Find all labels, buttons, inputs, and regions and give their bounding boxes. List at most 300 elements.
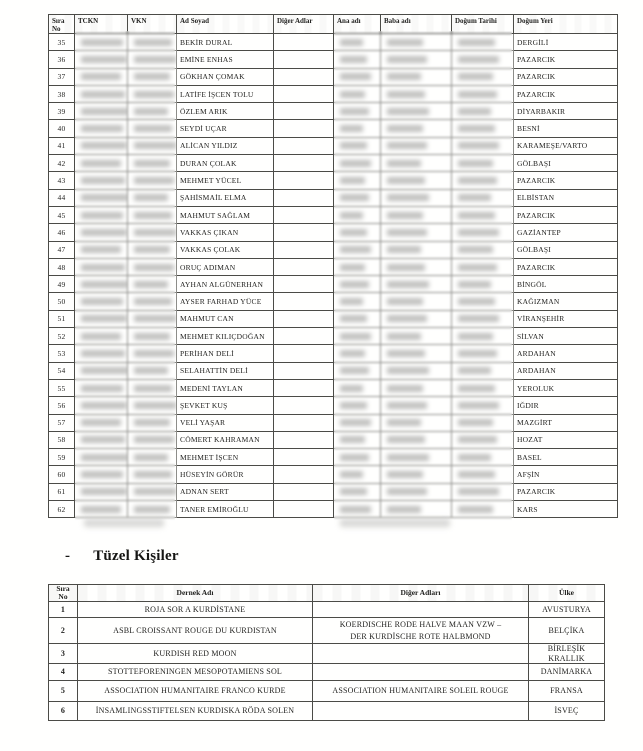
person-row [49,345,618,362]
redacted-cell [452,345,514,362]
redacted-cell [75,501,128,518]
redacted-cell [75,310,128,327]
person-row [49,328,618,345]
entities-col-header-3: Ülke [529,585,605,602]
redacted-cell [334,276,381,293]
person-row [49,293,618,310]
person-no: 45 [49,206,75,223]
redaction-bar [134,315,176,322]
redaction-bar [134,125,172,132]
redaction-bar [134,436,174,443]
empty-cell [274,51,334,68]
redacted-cell [128,68,177,85]
redacted-cell [452,328,514,345]
redaction-bar [134,56,176,63]
redacted-cell [452,120,514,137]
person-no: 44 [49,189,75,206]
person-row [49,68,618,85]
redacted-cell [75,189,128,206]
redaction-bar [134,212,172,219]
entities-col-header-1: Dernek Adı [78,585,313,602]
redacted-cell [75,414,128,431]
redaction-bar [81,436,125,443]
redacted-cell [452,224,514,241]
redacted-cell [75,466,128,483]
redacted-cell [75,397,128,414]
redaction-bar [340,56,367,63]
redacted-cell [381,449,452,466]
person-row [49,103,618,120]
redaction-bar [458,108,491,115]
person-row [49,397,618,414]
person-row [49,379,618,396]
redacted-cell [75,155,128,172]
redaction-bar [387,56,427,63]
redacted-cell [75,137,128,154]
redacted-cell [381,293,452,310]
person-name: MAHMUT SAĞLAM [177,206,274,223]
redaction-bar [134,108,168,115]
redacted-cell [452,449,514,466]
redaction-bar [81,194,128,201]
person-row [49,431,618,448]
person-name: GÖKHAN ÇOMAK [177,68,274,85]
entity-no: 6 [49,702,78,721]
redaction-bar [387,298,423,305]
redacted-cell [381,206,452,223]
entity-row [49,618,605,644]
redaction-bar [81,160,121,167]
empty-cell [274,431,334,448]
person-row [49,85,618,102]
redacted-cell [75,362,128,379]
person-no: 50 [49,293,75,310]
person-name: MEHMET KILIÇDOĞAN [177,328,274,345]
person-birthplace: BİNGÖL [514,276,618,293]
redacted-cell [381,241,452,258]
redacted-cell [128,483,177,500]
persons-col-header-3: Ad Soyad [177,15,274,34]
person-birthplace: VİRANŞEHİR [514,310,618,327]
redacted-cell [452,414,514,431]
redaction-smudge [84,519,164,527]
entity-country: FRANSA [529,681,605,702]
redaction-bar [458,488,499,495]
redaction-bar [134,246,170,253]
person-no: 55 [49,379,75,396]
redacted-cell [334,241,381,258]
person-row [49,224,618,241]
person-no: 35 [49,34,75,51]
redaction-bar [134,264,174,271]
redaction-bar [134,506,170,513]
redacted-cell [381,501,452,518]
person-name: TANER EMİROĞLU [177,501,274,518]
empty-cell [274,137,334,154]
redaction-bar [81,350,125,357]
redacted-cell [334,414,381,431]
entity-other-names [313,644,529,664]
redacted-cell [128,206,177,223]
redaction-bar [387,402,427,409]
redacted-cell [334,501,381,518]
redacted-cell [334,397,381,414]
redaction-bar [134,333,170,340]
redacted-cell [75,345,128,362]
redacted-cell [128,345,177,362]
person-row [49,206,618,223]
person-row [49,189,618,206]
person-name: ALİCAN YILDIZ [177,137,274,154]
redaction-bar [387,454,429,461]
redacted-cell [75,449,128,466]
person-birthplace: ARDAHAN [514,362,618,379]
person-birthplace: PAZARCIK [514,206,618,223]
redacted-cell [128,155,177,172]
redacted-cell [75,51,128,68]
person-name: MAHMUT CAN [177,310,274,327]
redacted-cell [381,172,452,189]
redacted-cell [75,206,128,223]
redacted-cell [334,189,381,206]
redacted-cell [75,34,128,51]
person-name: ŞEVKET KUŞ [177,397,274,414]
entity-no: 5 [49,681,78,702]
redacted-cell [75,172,128,189]
redacted-cell [75,328,128,345]
entity-other-names [313,681,529,702]
redacted-cell [334,483,381,500]
redacted-cell [128,103,177,120]
redaction-bar [81,142,127,149]
redacted-cell [75,120,128,137]
redacted-cell [75,85,128,102]
entity-other-names [313,602,529,618]
redaction-bar [340,315,367,322]
person-birthplace: BASEL [514,449,618,466]
redacted-cell [75,241,128,258]
redaction-bar [387,367,429,374]
redaction-bar [387,506,421,513]
person-birthplace: SİLVAN [514,328,618,345]
redaction-bar [458,350,497,357]
redacted-cell [75,276,128,293]
person-row [49,276,618,293]
redacted-cell [128,224,177,241]
redaction-bar [387,264,425,271]
redaction-bar [81,281,128,288]
redaction-bar [134,471,172,478]
entity-name: İNSAMLINGSSTIFTELSEN KURDISKA RÖDA SOLEN [78,702,313,721]
redaction-bar [340,160,371,167]
redaction-bar [134,142,176,149]
person-row [49,414,618,431]
redacted-cell [75,379,128,396]
person-row [49,155,618,172]
empty-cell [274,85,334,102]
person-birthplace: GÖLBAŞI [514,241,618,258]
entity-country: DANİMARKA [529,664,605,681]
person-no: 59 [49,449,75,466]
person-birthplace: IĞDIR [514,397,618,414]
redaction-bar [81,73,121,80]
redacted-cell [381,466,452,483]
entity-other-names [313,664,529,681]
redacted-cell [381,224,452,241]
redacted-cell [334,68,381,85]
person-no: 40 [49,120,75,137]
persons-col-header-1: TCKN [75,15,128,34]
entities-col-header-0: Sıra No [49,585,78,602]
redaction-bar [340,436,365,443]
person-name: VAKKAS ÇOLAK [177,241,274,258]
redaction-bar [340,298,363,305]
entity-row [49,681,605,702]
redacted-cell [381,397,452,414]
person-row [49,466,618,483]
empty-cell [274,34,334,51]
person-name: ADNAN SERT [177,483,274,500]
person-row [49,241,618,258]
person-row [49,172,618,189]
redaction-bar [340,264,365,271]
redacted-cell [381,431,452,448]
redaction-bar [387,73,421,80]
redacted-cell [334,328,381,345]
empty-cell [274,155,334,172]
redacted-cell [452,466,514,483]
redaction-bar [340,454,369,461]
redaction-bar [387,436,425,443]
entity-name: ASSOCIATION HUMANITAIRE FRANCO KURDE [78,681,313,702]
redacted-cell [334,466,381,483]
empty-cell [274,68,334,85]
redaction-bar [340,194,369,201]
redaction-bar [81,471,123,478]
redacted-cell [128,449,177,466]
person-row [49,362,618,379]
persons-col-header-4: Diğer Adlar [274,15,334,34]
redacted-cell [128,137,177,154]
redaction-bar [458,194,491,201]
person-birthplace: ELBİSTAN [514,189,618,206]
person-birthplace: PAZARCIK [514,483,618,500]
persons-col-header-0: Sıra No [49,15,75,34]
empty-cell [274,103,334,120]
redaction-bar [134,73,170,80]
redacted-cell [381,483,452,500]
person-row [49,310,618,327]
redacted-cell [452,189,514,206]
redacted-cell [334,51,381,68]
redacted-cell [75,68,128,85]
entity-other-name-line: KOERDISCHE RODE HALVE MAAN VZW – [339,620,502,629]
empty-cell [274,328,334,345]
redaction-bar [458,333,493,340]
entity-no: 3 [49,644,78,664]
redaction-bar [81,454,128,461]
person-row [49,501,618,518]
redaction-bar [340,419,371,426]
entity-row [49,702,605,721]
redacted-cell [452,501,514,518]
redacted-cell [334,431,381,448]
redaction-bar [458,160,493,167]
person-name: ŞAHİSMAİL ELMA [177,189,274,206]
redacted-cell [452,172,514,189]
redaction-bar [458,91,497,98]
redacted-cell [334,379,381,396]
redaction-bar [340,350,365,357]
redaction-bar [340,73,371,80]
person-no: 58 [49,431,75,448]
redacted-cell [452,362,514,379]
redaction-bar [134,367,168,374]
redacted-cell [334,120,381,137]
empty-cell [274,120,334,137]
redaction-bar [81,333,121,340]
redacted-cell [334,224,381,241]
redaction-bar [458,315,499,322]
entity-row [49,644,605,664]
redaction-bar [458,229,499,236]
persons-col-header-5: Ana adı [334,15,381,34]
person-no: 56 [49,397,75,414]
redaction-bar [134,177,174,184]
redacted-cell [334,258,381,275]
empty-cell [274,345,334,362]
empty-cell [274,483,334,500]
redacted-cell [452,310,514,327]
redacted-cell [452,34,514,51]
redaction-bar [340,229,367,236]
redaction-bar [458,298,495,305]
entities-table-body [49,602,605,721]
redacted-cell [381,155,452,172]
person-name: LATİFE İŞCEN TOLU [177,85,274,102]
redaction-bar [387,177,425,184]
person-no: 42 [49,155,75,172]
redaction-bar [387,125,423,132]
person-birthplace: BESNİ [514,120,618,137]
redacted-cell [128,501,177,518]
empty-cell [274,189,334,206]
person-birthplace: KARAMEŞE/VARTO [514,137,618,154]
person-no: 47 [49,241,75,258]
redaction-bar [387,333,421,340]
redacted-cell [334,172,381,189]
redaction-bar [81,39,123,46]
person-name: EMİNE ENHAS [177,51,274,68]
redaction-bar [458,506,493,513]
redacted-cell [452,51,514,68]
redaction-bar [81,506,121,513]
person-birthplace: PAZARCIK [514,51,618,68]
redaction-bar [387,350,425,357]
person-name: MEHMET İŞCEN [177,449,274,466]
redaction-bar [134,281,168,288]
redacted-cell [334,362,381,379]
redacted-cell [334,293,381,310]
entity-no: 2 [49,618,78,644]
person-name: VELİ YAŞAR [177,414,274,431]
entity-name: ASBL CROISSANT ROUGE DU KURDISTAN [78,618,313,644]
person-name: PERİHAN DELİ [177,345,274,362]
person-row [49,34,618,51]
redaction-bar [340,125,363,132]
person-name: HÜSEYİN GÖRÜR [177,466,274,483]
redaction-bar [387,142,427,149]
redaction-bar [81,212,123,219]
empty-cell [274,241,334,258]
person-birthplace: PAZARCIK [514,68,618,85]
entity-country: AVUSTURYA [529,602,605,618]
person-birthplace: PAZARCIK [514,258,618,275]
person-row [49,137,618,154]
redaction-bar [387,39,423,46]
person-birthplace: DİYARBAKIR [514,103,618,120]
person-name: MEHMET YÜCEL [177,172,274,189]
redacted-cell [334,103,381,120]
redacted-cell [334,155,381,172]
redaction-bar [134,39,172,46]
redaction-bar [340,108,369,115]
redaction-bar [387,229,427,236]
redaction-bar [458,419,493,426]
entity-row [49,602,605,618]
redaction-bar [387,212,423,219]
redaction-bar [340,471,363,478]
person-birthplace: YEROLUK [514,379,618,396]
redaction-bar [458,471,495,478]
redacted-cell [128,379,177,396]
redacted-cell [334,137,381,154]
redacted-cell [128,328,177,345]
redacted-cell [381,379,452,396]
person-no: 41 [49,137,75,154]
redaction-bar [387,419,421,426]
person-no: 39 [49,103,75,120]
entity-name: STOTTEFORENINGEN MESOPOTAMIENS SOL [78,664,313,681]
person-name: SELAHATTİN DELİ [177,362,274,379]
redaction-bar [458,212,495,219]
redaction-bar [81,367,128,374]
entity-other-name-line: ASSOCIATION HUMANITAIRE SOLEIL ROUGE [332,686,509,696]
person-birthplace: KAĞIZMAN [514,293,618,310]
person-birthplace: GAZİANTEP [514,224,618,241]
entity-name: KURDISH RED MOON [78,644,313,664]
redaction-bar [340,367,369,374]
redacted-cell [128,310,177,327]
person-name: CÖMERT KAHRAMAN [177,431,274,448]
redacted-cell [75,483,128,500]
person-no: 51 [49,310,75,327]
empty-cell [274,379,334,396]
redacted-cell [128,241,177,258]
redaction-bar [340,177,365,184]
person-birthplace: ARDAHAN [514,345,618,362]
redaction-bar [387,246,421,253]
redaction-bar [387,91,425,98]
redaction-bar [134,350,174,357]
redacted-cell [452,293,514,310]
redaction-bar [81,125,123,132]
person-birthplace: MAZGİRT [514,414,618,431]
redacted-cell [452,483,514,500]
redaction-bar [134,385,172,392]
entity-country: BİRLEŞİK KRALLIK [529,644,605,664]
entity-no: 4 [49,664,78,681]
